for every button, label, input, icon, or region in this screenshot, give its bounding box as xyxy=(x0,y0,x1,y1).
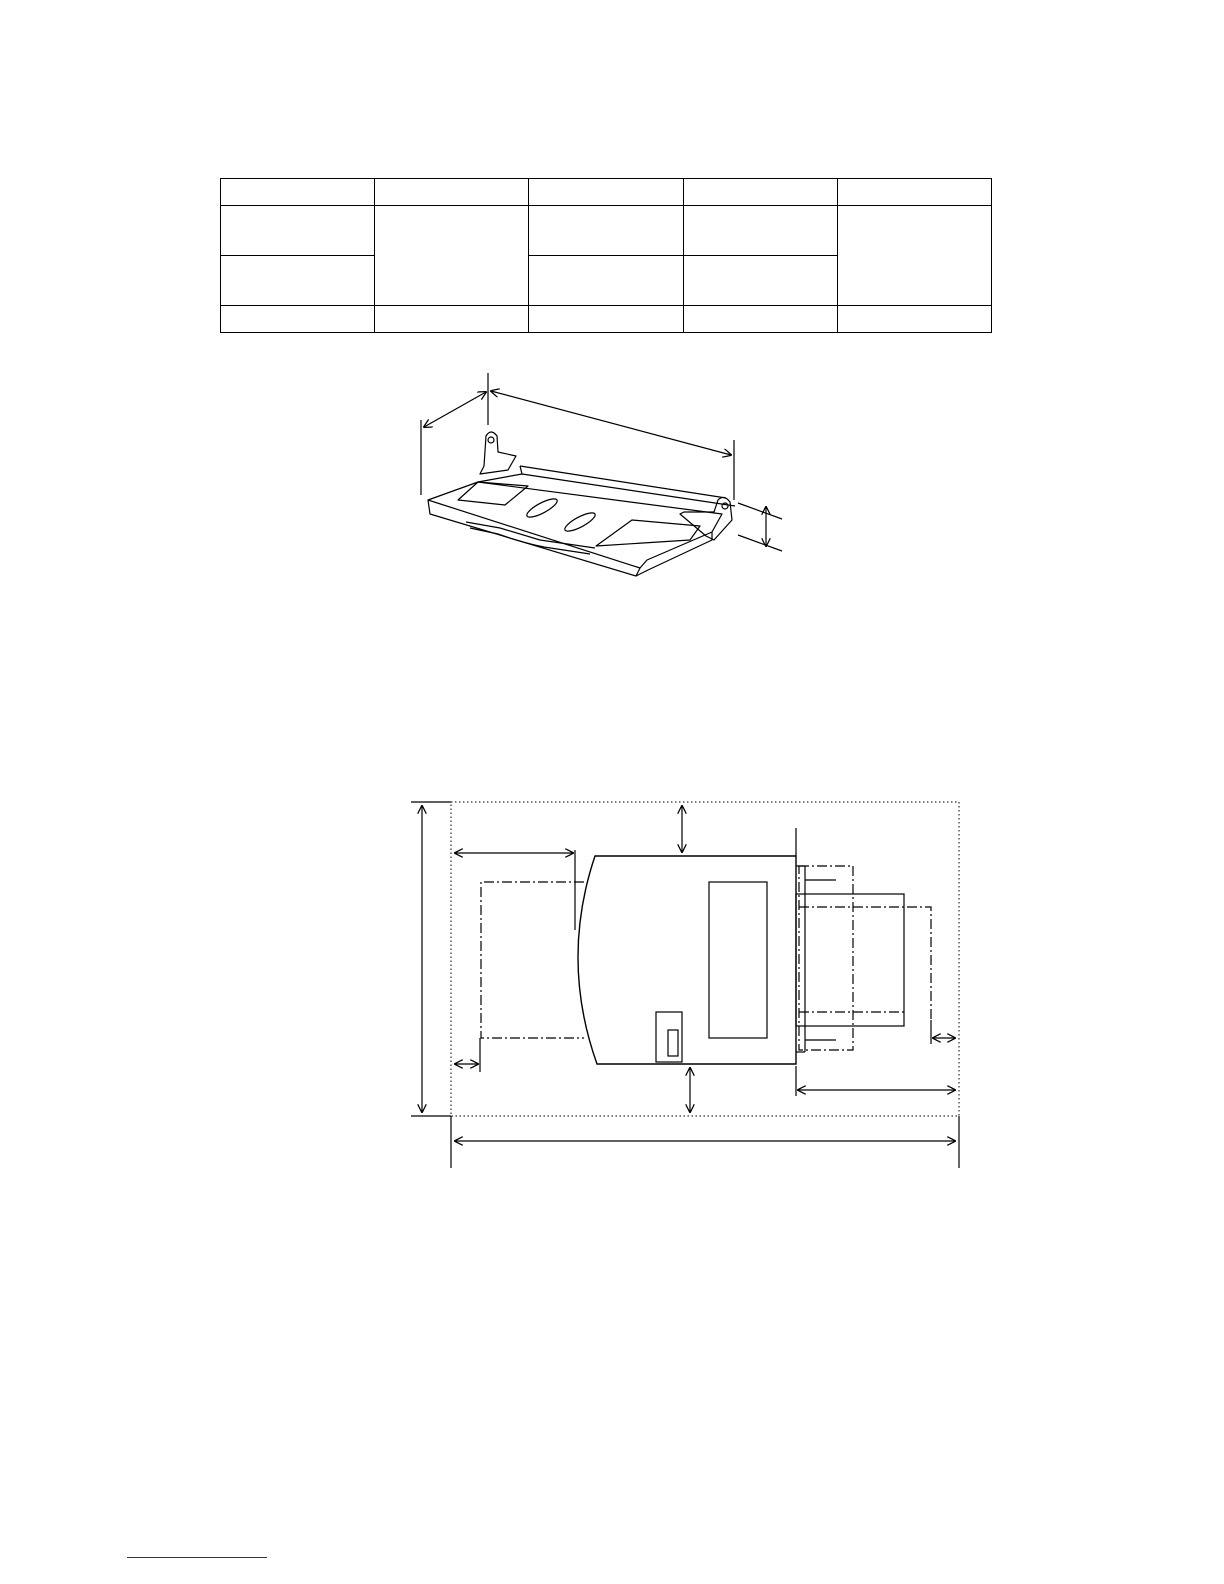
output-tray xyxy=(796,894,904,1026)
footer-link-underline xyxy=(127,1557,267,1558)
scanner-body xyxy=(578,856,796,1064)
